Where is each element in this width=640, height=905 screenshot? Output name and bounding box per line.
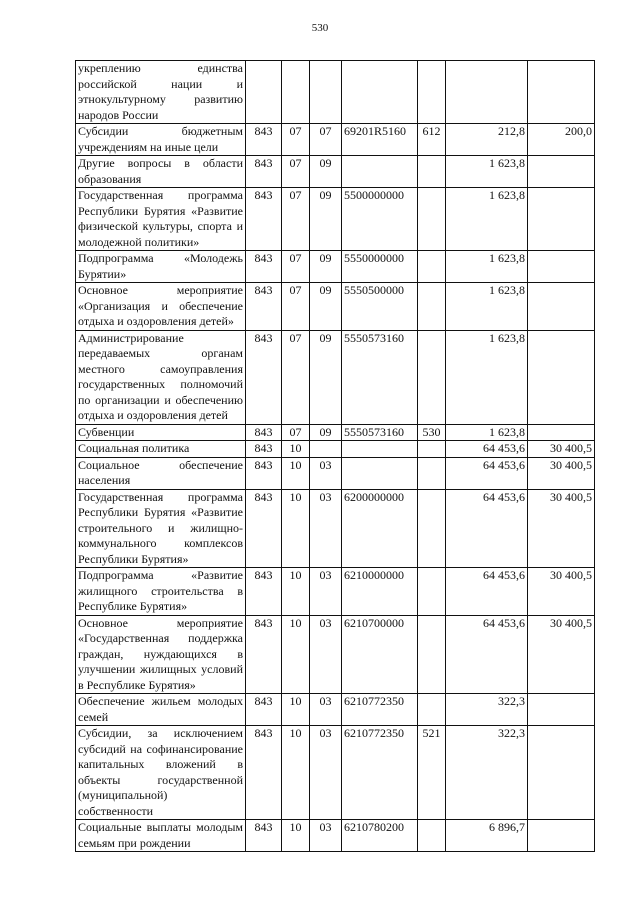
item-name-cell: Другие вопросы в области образования	[76, 156, 246, 188]
expense-type-cell	[418, 188, 446, 251]
expense-type-cell	[418, 441, 446, 458]
item-name-cell: Государственная программа Республики Бурятия «Развитие физической культуры, спорта и молодежной политики»	[76, 188, 246, 251]
amount-second-cell: 30 400,5	[528, 489, 595, 568]
ministry-code-cell: 843	[246, 283, 282, 331]
expense-type-cell	[418, 457, 446, 489]
ministry-code-cell: 843	[246, 424, 282, 441]
amount-second-cell: 30 400,5	[528, 568, 595, 616]
table-row	[76, 489, 595, 568]
expense-type-cell	[418, 283, 446, 331]
item-name-cell: Субсидии, за исключением субсидий на софинансирование капитальных вложений в объекты государственной (муниципальной) собственности	[76, 726, 246, 820]
page-number: 530	[311, 22, 329, 34]
subsection-code-cell: 09	[310, 283, 342, 331]
target-article-cell: 5500000000	[342, 188, 418, 251]
item-name-cell: Субсидии бюджетным учреждениям на иные цели	[76, 124, 246, 156]
subsection-code-cell: 03	[310, 457, 342, 489]
subsection-code-cell	[310, 441, 342, 458]
amount-first-cell	[446, 61, 528, 124]
expense-type-cell	[418, 489, 446, 568]
target-article-cell	[342, 441, 418, 458]
section-code-cell: 10	[282, 726, 310, 820]
item-name-cell: Социальные выплаты молодым семьям при рождении	[76, 820, 246, 852]
section-code-cell: 07	[282, 251, 310, 283]
expense-type-cell: 612	[418, 124, 446, 156]
subsection-code-cell: 03	[310, 489, 342, 568]
amount-first-cell: 64 453,6	[446, 441, 528, 458]
section-code-cell	[282, 61, 310, 124]
amount-second-cell	[528, 283, 595, 331]
table-row	[76, 61, 595, 124]
amount-second-cell	[528, 251, 595, 283]
amount-first-cell: 1 623,8	[446, 251, 528, 283]
target-article-cell: 69201R5160	[342, 124, 418, 156]
budget-table	[75, 60, 595, 852]
section-code-cell: 07	[282, 330, 310, 424]
table-row	[76, 330, 595, 424]
table-row	[76, 615, 595, 694]
target-article-cell	[342, 156, 418, 188]
ministry-code-cell: 843	[246, 694, 282, 726]
amount-second-cell	[528, 188, 595, 251]
amount-second-cell	[528, 694, 595, 726]
ministry-code-cell: 843	[246, 489, 282, 568]
section-code-cell: 07	[282, 188, 310, 251]
item-name-cell: Администрирование передаваемых органам местного самоуправления государственных полномочий по организации и обеспечению отдыха и оздоровления детей	[76, 330, 246, 424]
section-code-cell: 10	[282, 568, 310, 616]
ministry-code-cell: 843	[246, 251, 282, 283]
amount-first-cell: 1 623,8	[446, 424, 528, 441]
expense-type-cell	[418, 820, 446, 852]
item-name-cell: Социальная политика	[76, 441, 246, 458]
amount-second-cell: 30 400,5	[528, 615, 595, 694]
amount-second-cell: 30 400,5	[528, 441, 595, 458]
section-code-cell: 10	[282, 457, 310, 489]
ministry-code-cell: 843	[246, 330, 282, 424]
item-name-cell: Подпрограмма «Развитие жилищного строительства в Республике Бурятия»	[76, 568, 246, 616]
amount-first-cell: 1 623,8	[446, 283, 528, 331]
expense-type-cell: 530	[418, 424, 446, 441]
expense-type-cell	[418, 615, 446, 694]
target-article-cell: 5550500000	[342, 283, 418, 331]
amount-first-cell: 1 623,8	[446, 188, 528, 251]
table-row	[76, 424, 595, 441]
expense-type-cell	[418, 156, 446, 188]
ministry-code-cell: 843	[246, 726, 282, 820]
item-name-cell: Обеспечение жильем молодых семей	[76, 694, 246, 726]
ministry-code-cell: 843	[246, 188, 282, 251]
ministry-code-cell: 843	[246, 156, 282, 188]
item-name-cell: Государственная программа Республики Бурятия «Развитие строительного и жилищно-коммунального комплексов Республики Бурятия»	[76, 489, 246, 568]
amount-second-cell: 200,0	[528, 124, 595, 156]
table-row	[76, 156, 595, 188]
item-name-cell: Подпрограмма «Молодежь Бурятии»	[76, 251, 246, 283]
ministry-code-cell: 843	[246, 820, 282, 852]
subsection-code-cell: 09	[310, 251, 342, 283]
subsection-code-cell: 03	[310, 820, 342, 852]
amount-second-cell	[528, 726, 595, 820]
item-name-cell: Субвенции	[76, 424, 246, 441]
section-code-cell: 07	[282, 283, 310, 331]
table-row	[76, 694, 595, 726]
amount-first-cell: 64 453,6	[446, 615, 528, 694]
table-row	[76, 441, 595, 458]
target-article-cell: 6210780200	[342, 820, 418, 852]
ministry-code-cell: 843	[246, 457, 282, 489]
target-article-cell: 6200000000	[342, 489, 418, 568]
amount-first-cell: 322,3	[446, 726, 528, 820]
section-code-cell: 10	[282, 615, 310, 694]
amount-first-cell: 64 453,6	[446, 457, 528, 489]
amount-first-cell: 64 453,6	[446, 568, 528, 616]
amount-first-cell: 6 896,7	[446, 820, 528, 852]
table-row	[76, 251, 595, 283]
section-code-cell: 10	[282, 489, 310, 568]
section-code-cell: 07	[282, 424, 310, 441]
target-article-cell	[342, 61, 418, 124]
expense-type-cell	[418, 568, 446, 616]
amount-second-cell	[528, 61, 595, 124]
table-row	[76, 188, 595, 251]
item-name-cell: Основное мероприятие «Организация и обеспечение отдыха и оздоровления детей»	[76, 283, 246, 331]
amount-first-cell: 64 453,6	[446, 489, 528, 568]
subsection-code-cell: 07	[310, 124, 342, 156]
amount-first-cell: 1 623,8	[446, 156, 528, 188]
expense-type-cell: 521	[418, 726, 446, 820]
target-article-cell: 5550573160	[342, 330, 418, 424]
amount-second-cell	[528, 330, 595, 424]
target-article-cell: 5550573160	[342, 424, 418, 441]
section-code-cell: 10	[282, 694, 310, 726]
ministry-code-cell: 843	[246, 568, 282, 616]
target-article-cell	[342, 457, 418, 489]
item-name-cell: Социальное обеспечение населения	[76, 457, 246, 489]
ministry-code-cell: 843	[246, 615, 282, 694]
target-article-cell: 6210000000	[342, 568, 418, 616]
amount-second-cell	[528, 156, 595, 188]
section-code-cell: 10	[282, 441, 310, 458]
budget-table-body	[76, 61, 595, 852]
table-row	[76, 726, 595, 820]
item-name-cell: укреплению единства российской нации и этнокультурному развитию народов России	[76, 61, 246, 124]
table-row	[76, 457, 595, 489]
table-row	[76, 283, 595, 331]
target-article-cell: 6210772350	[342, 694, 418, 726]
expense-type-cell	[418, 251, 446, 283]
target-article-cell: 5550000000	[342, 251, 418, 283]
amount-second-cell: 30 400,5	[528, 457, 595, 489]
amount-second-cell	[528, 424, 595, 441]
subsection-code-cell: 03	[310, 568, 342, 616]
subsection-code-cell: 09	[310, 424, 342, 441]
ministry-code-cell: 843	[246, 441, 282, 458]
table-row	[76, 124, 595, 156]
expense-type-cell	[418, 61, 446, 124]
ministry-code-cell	[246, 61, 282, 124]
section-code-cell: 07	[282, 156, 310, 188]
target-article-cell: 6210700000	[342, 615, 418, 694]
subsection-code-cell	[310, 61, 342, 124]
subsection-code-cell: 03	[310, 694, 342, 726]
target-article-cell: 6210772350	[342, 726, 418, 820]
subsection-code-cell: 09	[310, 156, 342, 188]
table-row	[76, 568, 595, 616]
ministry-code-cell: 843	[246, 124, 282, 156]
subsection-code-cell: 03	[310, 726, 342, 820]
expense-type-cell	[418, 694, 446, 726]
amount-first-cell: 1 623,8	[446, 330, 528, 424]
item-name-cell: Основное мероприятие «Государственная поддержка граждан, нуждающихся в улучшении жилищных условий в Республике Бурятия»	[76, 615, 246, 694]
amount-second-cell	[528, 820, 595, 852]
expense-type-cell	[418, 330, 446, 424]
section-code-cell: 10	[282, 820, 310, 852]
table-row	[76, 820, 595, 852]
subsection-code-cell: 09	[310, 330, 342, 424]
section-code-cell: 07	[282, 124, 310, 156]
subsection-code-cell: 09	[310, 188, 342, 251]
amount-first-cell: 322,3	[446, 694, 528, 726]
amount-first-cell: 212,8	[446, 124, 528, 156]
subsection-code-cell: 03	[310, 615, 342, 694]
